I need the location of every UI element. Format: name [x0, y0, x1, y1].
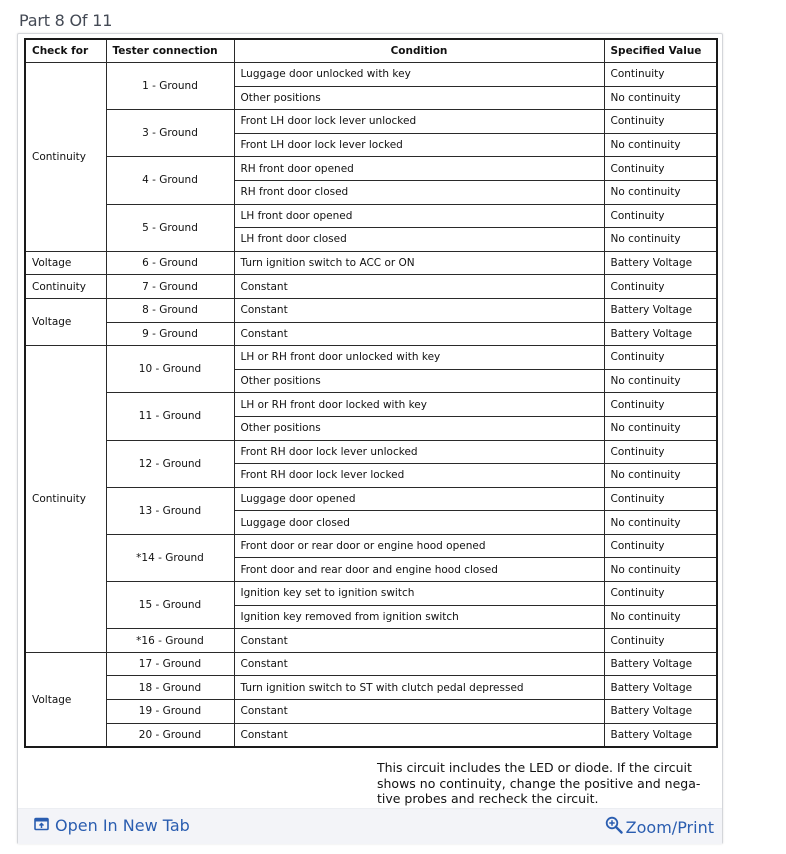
specified-value-cell: Continuity	[604, 346, 717, 370]
specified-value-cell: Continuity	[604, 110, 717, 134]
condition-cell: Front RH door lock lever locked	[234, 464, 604, 488]
specified-value-cell: No continuity	[604, 464, 717, 488]
open-in-new-tab-label: Open In New Tab	[55, 816, 190, 835]
table-row	[25, 676, 717, 700]
specified-value-cell: No continuity	[604, 86, 717, 110]
condition-cell: Constant	[234, 298, 604, 322]
tester-connection-cell: 9 - Ground	[106, 322, 234, 346]
table-row	[25, 440, 717, 464]
open-in-new-tab-icon	[34, 816, 49, 835]
tester-connection-cell: 1 - Ground	[106, 63, 234, 110]
specified-value-cell: Continuity	[604, 629, 717, 653]
tester-connection-cell: *16 - Ground	[106, 629, 234, 653]
condition-cell: Other positions	[234, 416, 604, 440]
specified-value-cell: Continuity	[604, 275, 717, 299]
specified-value-cell: Continuity	[604, 534, 717, 558]
condition-cell: LH or RH front door unlocked with key	[234, 346, 604, 370]
specified-value-cell: Continuity	[604, 582, 717, 606]
table-row	[25, 251, 717, 275]
table-row	[25, 487, 717, 511]
specified-value-cell: Continuity	[604, 204, 717, 228]
tester-connection-cell: 4 - Ground	[106, 157, 234, 204]
tester-connection-cell: 15 - Ground	[106, 582, 234, 629]
table-row	[25, 275, 717, 299]
condition-cell: Constant	[234, 322, 604, 346]
specified-value-cell: Continuity	[604, 63, 717, 87]
check-for-cell: Continuity	[25, 346, 106, 653]
specified-value-cell: No continuity	[604, 416, 717, 440]
check-for-cell: Voltage	[25, 652, 106, 747]
tester-connection-cell: 7 - Ground	[106, 275, 234, 299]
table-row	[25, 322, 717, 346]
table-row	[25, 110, 717, 134]
condition-cell: Front LH door lock lever unlocked	[234, 110, 604, 134]
tester-connection-cell: 6 - Ground	[106, 251, 234, 275]
specified-value-cell: Battery Voltage	[604, 652, 717, 676]
table-row	[25, 629, 717, 653]
zoom-print-link[interactable]	[605, 816, 714, 838]
specified-value-cell: Battery Voltage	[604, 322, 717, 346]
condition-cell: Luggage door opened	[234, 487, 604, 511]
spec-table	[24, 38, 718, 748]
specified-value-cell: No continuity	[604, 180, 717, 204]
specified-value-cell: No continuity	[604, 511, 717, 535]
condition-cell: Front door or rear door or engine hood opened	[234, 534, 604, 558]
specified-value-cell: Battery Voltage	[604, 676, 717, 700]
specified-value-cell: Battery Voltage	[604, 251, 717, 275]
specified-value-cell: Battery Voltage	[604, 723, 717, 747]
condition-cell: Constant	[234, 275, 604, 299]
condition-cell: Turn ignition switch to ST with clutch pedal depressed	[234, 676, 604, 700]
condition-cell: Front RH door lock lever unlocked	[234, 440, 604, 464]
specified-value-cell: Continuity	[604, 440, 717, 464]
condition-cell: RH front door opened	[234, 157, 604, 181]
tester-connection-cell: 8 - Ground	[106, 298, 234, 322]
spec-table-image	[24, 38, 716, 748]
table-row	[25, 534, 717, 558]
condition-cell: Constant	[234, 652, 604, 676]
tester-connection-cell: 17 - Ground	[106, 652, 234, 676]
specified-value-cell: Battery Voltage	[604, 298, 717, 322]
table-row	[25, 63, 717, 87]
condition-cell: Luggage door unlocked with key	[234, 63, 604, 87]
zoom-print-label: Zoom/Print	[625, 817, 714, 837]
condition-cell: Constant	[234, 700, 604, 724]
condition-cell: Constant	[234, 629, 604, 653]
condition-cell: Turn ignition switch to ACC or ON	[234, 251, 604, 275]
specified-value-cell: No continuity	[604, 133, 717, 157]
table-row	[25, 298, 717, 322]
table-row	[25, 393, 717, 417]
part-title: Part 8 Of 11	[19, 11, 113, 30]
document-card	[17, 33, 723, 844]
condition-cell: Constant	[234, 723, 604, 747]
column-header-specified-value: Specified Value	[604, 39, 717, 63]
condition-cell: Front LH door lock lever locked	[234, 133, 604, 157]
tester-connection-cell: 10 - Ground	[106, 346, 234, 393]
tester-connection-cell: 12 - Ground	[106, 440, 234, 487]
check-for-cell: Voltage	[25, 298, 106, 345]
tester-connection-cell: 13 - Ground	[106, 487, 234, 534]
tester-connection-cell: 5 - Ground	[106, 204, 234, 251]
table-row	[25, 204, 717, 228]
specified-value-cell: Continuity	[604, 157, 717, 181]
condition-cell: LH or RH front door locked with key	[234, 393, 604, 417]
specified-value-cell: No continuity	[604, 605, 717, 629]
condition-cell: RH front door closed	[234, 180, 604, 204]
column-header-condition: Condition	[234, 39, 604, 63]
check-for-cell: Continuity	[25, 63, 106, 252]
specified-value-cell: No continuity	[604, 558, 717, 582]
open-in-new-tab-link[interactable]	[34, 816, 190, 835]
condition-cell: LH front door opened	[234, 204, 604, 228]
specified-value-cell: No continuity	[604, 228, 717, 252]
tester-connection-cell: *14 - Ground	[106, 534, 234, 581]
condition-cell: Luggage door closed	[234, 511, 604, 535]
table-row	[25, 652, 717, 676]
condition-cell: Other positions	[234, 369, 604, 393]
column-header-check-for: Check for	[25, 39, 106, 63]
condition-cell: Ignition key removed from ignition switch	[234, 605, 604, 629]
condition-cell: Other positions	[234, 86, 604, 110]
specified-value-cell: Continuity	[604, 393, 717, 417]
zoom-in-icon	[605, 816, 623, 838]
column-header-tester-connection: Tester connection	[106, 39, 234, 63]
tester-connection-cell: 20 - Ground	[106, 723, 234, 747]
tester-connection-cell: 11 - Ground	[106, 393, 234, 440]
table-header-row	[25, 39, 717, 63]
check-for-cell: Continuity	[25, 275, 106, 299]
tester-connection-cell: 18 - Ground	[106, 676, 234, 700]
footer-bar	[18, 808, 722, 844]
table-row	[25, 700, 717, 724]
table-row	[25, 157, 717, 181]
circuit-note: This circuit includes the LED or diode. If the circuit shows no continuity, change the positive and nega- tive probes and recheck the circuit.	[377, 760, 701, 806]
specified-value-cell: No continuity	[604, 369, 717, 393]
table-row	[25, 723, 717, 747]
specified-value-cell: Continuity	[604, 487, 717, 511]
table-row	[25, 346, 717, 370]
tester-connection-cell: 19 - Ground	[106, 700, 234, 724]
check-for-cell: Voltage	[25, 251, 106, 275]
tester-connection-cell: 3 - Ground	[106, 110, 234, 157]
table-row	[25, 582, 717, 606]
table-body	[25, 63, 717, 748]
condition-cell: Front door and rear door and engine hood closed	[234, 558, 604, 582]
condition-cell: Ignition key set to ignition switch	[234, 582, 604, 606]
specified-value-cell: Battery Voltage	[604, 700, 717, 724]
condition-cell: LH front door closed	[234, 228, 604, 252]
